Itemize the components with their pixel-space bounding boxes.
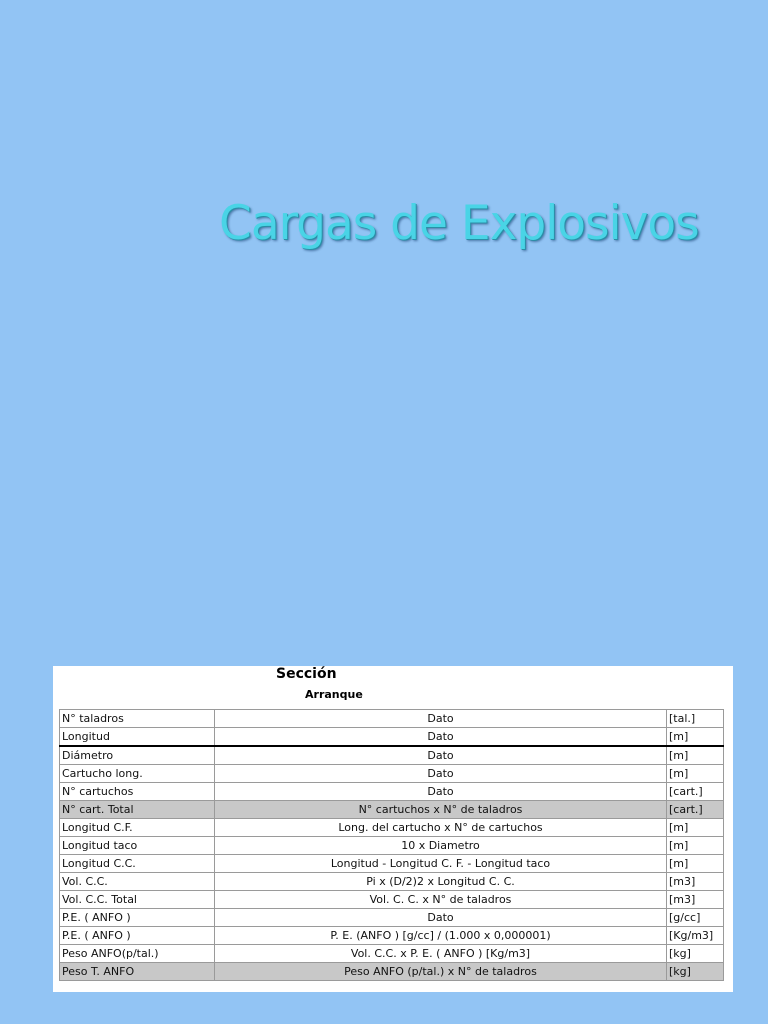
row-name: Longitud C.F. xyxy=(60,819,215,837)
table-row xyxy=(60,927,724,945)
row-name: Vol. C.C. xyxy=(60,873,215,891)
row-formula: Long. del cartucho x N° de cartuchos xyxy=(215,819,667,837)
table-row xyxy=(60,855,724,873)
row-name: Longitud xyxy=(60,728,215,747)
row-unit: [m] xyxy=(667,837,724,855)
section-subtitle: Arranque xyxy=(305,688,363,701)
explosive-charge-table-panel xyxy=(53,666,733,992)
table-row xyxy=(60,873,724,891)
table-row xyxy=(60,783,724,801)
row-name: Diámetro xyxy=(60,746,215,765)
row-name: Peso ANFO(p/tal.) xyxy=(60,945,215,963)
section-title: Sección xyxy=(276,666,337,682)
table-row xyxy=(60,909,724,927)
row-unit: [m] xyxy=(667,765,724,783)
row-formula: Longitud - Longitud C. F. - Longitud taco xyxy=(215,855,667,873)
row-name: P.E. ( ANFO ) xyxy=(60,909,215,927)
row-unit: [m] xyxy=(667,746,724,765)
slide-title: Cargas de Explosivos xyxy=(219,196,699,251)
row-formula: Peso ANFO (p/tal.) x N° de taladros xyxy=(215,963,667,981)
row-name: N° cartuchos xyxy=(60,783,215,801)
row-unit: [Kg/m3] xyxy=(667,927,724,945)
row-name: N° cart. Total xyxy=(60,801,215,819)
table-row xyxy=(60,710,724,728)
row-unit: [kg] xyxy=(667,945,724,963)
table-row xyxy=(60,945,724,963)
row-formula: Dato xyxy=(215,765,667,783)
row-unit: [g/cc] xyxy=(667,909,724,927)
row-name: Peso T. ANFO xyxy=(60,963,215,981)
row-name: Longitud taco xyxy=(60,837,215,855)
explosive-charge-table xyxy=(59,709,724,981)
row-unit: [kg] xyxy=(667,963,724,981)
row-unit: [m3] xyxy=(667,891,724,909)
row-name: Longitud C.C. xyxy=(60,855,215,873)
row-formula: Vol. C. C. x N° de taladros xyxy=(215,891,667,909)
row-unit: [cart.] xyxy=(667,801,724,819)
row-unit: [m] xyxy=(667,819,724,837)
row-unit: [m3] xyxy=(667,873,724,891)
table-row xyxy=(60,765,724,783)
row-formula: Dato xyxy=(215,710,667,728)
table-row xyxy=(60,819,724,837)
row-formula: Pi x (D/2)2 x Longitud C. C. xyxy=(215,873,667,891)
row-unit: [cart.] xyxy=(667,783,724,801)
table-row xyxy=(60,746,724,765)
row-unit: [m] xyxy=(667,855,724,873)
row-formula: Vol. C.C. x P. E. ( ANFO ) [Kg/m3] xyxy=(215,945,667,963)
row-name: Cartucho long. xyxy=(60,765,215,783)
table-row xyxy=(60,891,724,909)
row-formula: Dato xyxy=(215,909,667,927)
row-formula: P. E. (ANFO ) [g/cc] / (1.000 x 0,000001) xyxy=(215,927,667,945)
table-row-highlighted xyxy=(60,963,724,981)
row-name: N° taladros xyxy=(60,710,215,728)
table-row xyxy=(60,728,724,747)
row-formula: 10 x Diametro xyxy=(215,837,667,855)
row-formula: N° cartuchos x N° de taladros xyxy=(215,801,667,819)
row-unit: [tal.] xyxy=(667,710,724,728)
row-formula: Dato xyxy=(215,746,667,765)
row-name: Vol. C.C. Total xyxy=(60,891,215,909)
row-formula: Dato xyxy=(215,783,667,801)
table-row-highlighted xyxy=(60,801,724,819)
row-name: P.E. ( ANFO ) xyxy=(60,927,215,945)
row-formula: Dato xyxy=(215,728,667,747)
table-row xyxy=(60,837,724,855)
row-unit: [m] xyxy=(667,728,724,747)
